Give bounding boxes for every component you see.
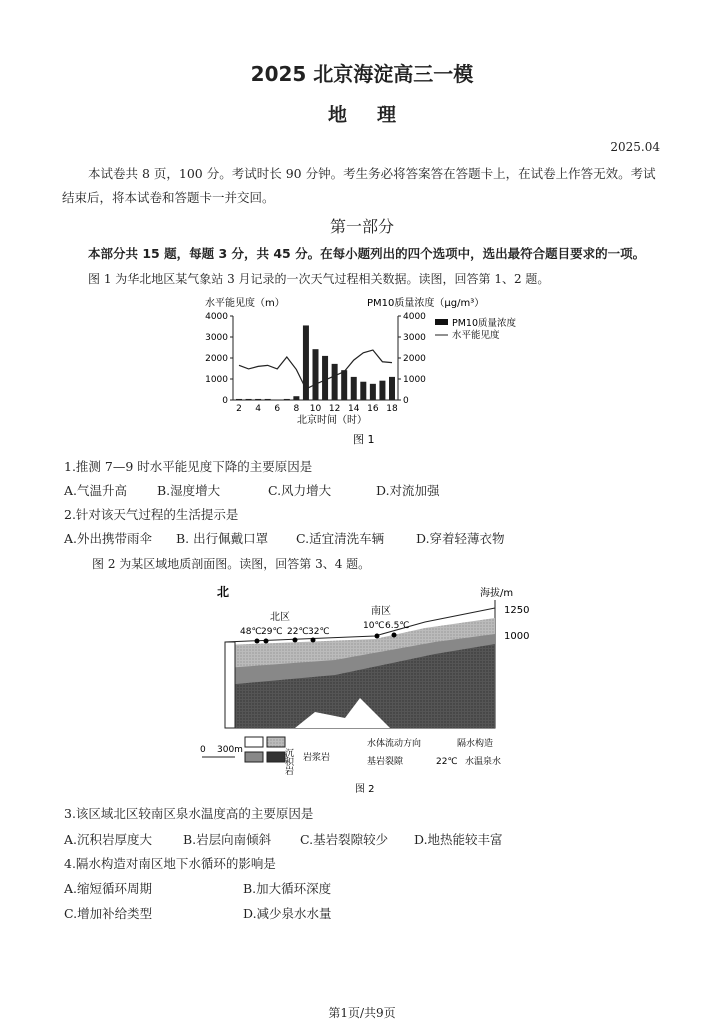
figure-2-caption: 图 2 — [355, 784, 375, 795]
right-tick-label: 4000 — [403, 312, 426, 322]
legend-magmatic: 岩浆岩 — [303, 753, 331, 763]
elevation-1000: 1000 — [504, 631, 530, 642]
question-3-stem: 3.该区域北区较南区泉水温度高的主要原因是 — [64, 806, 314, 821]
barrier-column — [225, 642, 235, 728]
fig1-intro: 图 1 为华北地区某气象站 3 月记录的一次天气过程相关数据。读图，回答第 1、2 题。 — [88, 272, 550, 286]
left-tick-label: 4000 — [205, 312, 228, 322]
legend-bar-swatch — [435, 319, 448, 325]
temp-22: 22℃ — [287, 627, 309, 637]
exam-date: 2025.04 — [610, 140, 660, 154]
legend-spring: 水温泉水 — [465, 757, 502, 767]
q1-option-c: C.风力增大 — [268, 483, 332, 498]
pm10-bar — [255, 399, 261, 400]
pm10-bar — [284, 399, 290, 400]
temp-48: 48℃ — [240, 627, 262, 637]
legend-visibility: 水平能见度 — [452, 330, 500, 341]
question-2-stem: 2.针对该天气过程的生活提示是 — [64, 507, 239, 522]
q4-option-a: A.缩短循环周期 — [64, 881, 153, 896]
left-axis-label: 水平能见度（m） — [205, 298, 285, 309]
temp-32: 32℃ — [308, 627, 330, 637]
left-tick-label: 2000 — [205, 354, 228, 364]
x-tick-label: 6 — [274, 404, 281, 414]
left-tick-label: 1000 — [205, 375, 228, 385]
legend-sedimentary: 沉积岩 — [283, 748, 293, 775]
q3-option-d: D.地热能较丰富 — [414, 832, 503, 847]
x-tick-label: 8 — [293, 404, 300, 414]
left-tick-label: 0 — [222, 396, 228, 406]
north-label: 北 — [217, 585, 230, 599]
q1-option-a: A.气温升高 — [64, 483, 128, 498]
legend-spring-temp: 22℃ — [436, 757, 458, 767]
question-4-stem: 4.隔水构造对南区地下水循环的影响是 — [64, 856, 276, 871]
q3-option-a: A.沉积岩厚度大 — [64, 832, 153, 847]
x-tick-label: 18 — [386, 404, 398, 414]
x-axis-label: 北京时间（时） — [297, 415, 367, 426]
exam-title: 2025 北京海淀高三一模 — [250, 62, 474, 86]
temp-29: 29℃ — [261, 627, 283, 637]
q3-option-b: B.岩层向南倾斜 — [183, 832, 272, 847]
temp-6-5: 6.5℃ — [385, 621, 410, 631]
pm10-bar — [313, 349, 319, 400]
pm10-bar — [293, 396, 299, 400]
q3-option-c: C.基岩裂隙较少 — [300, 832, 389, 847]
question-1-stem: 1.推测 7—9 时水平能见度下降的主要原因是 — [64, 459, 313, 474]
pm10-bar — [379, 381, 385, 400]
q2-option-b: B. 出行佩戴口罩 — [176, 531, 269, 546]
pm10-bar — [332, 364, 338, 400]
elevation-1250: 1250 — [504, 605, 530, 616]
subject-title: 地理 — [327, 104, 426, 126]
figure-1-caption: 图 1 — [353, 433, 375, 446]
instructions-line-1: 本试卷共 8 页，100 分。考试时长 90 分钟。考生务必将答案答在答题卡上，在试卷上作答无效。考试 — [88, 166, 656, 181]
figure-1-chart — [195, 292, 535, 452]
pm10-bar — [265, 399, 271, 400]
x-tick-label: 16 — [367, 404, 379, 414]
q2-option-c: C.适宜清洗车辆 — [296, 531, 385, 546]
legend-flow: 水体流动方向 — [367, 739, 422, 749]
scale-300m: 300m — [217, 745, 243, 755]
q1-option-d: D.对流加强 — [376, 483, 440, 498]
x-tick-label: 10 — [309, 404, 322, 414]
fig2-intro: 图 2 为某区域地质剖面图。读图，回答第 3、4 题。 — [92, 557, 371, 571]
legend-fracture: 基岩裂隙 — [367, 757, 404, 767]
pm10-bar — [351, 377, 357, 400]
pm10-bar — [360, 382, 366, 400]
temp-10: 10℃ — [363, 621, 385, 631]
right-tick-label: 2000 — [403, 354, 426, 364]
q4-option-b: B.加大循环深度 — [243, 881, 332, 896]
right-tick-label: 3000 — [403, 333, 426, 343]
left-tick-label: 3000 — [205, 333, 228, 343]
page-number: 第1页/共9页 — [328, 1006, 396, 1020]
pm10-bar — [246, 399, 252, 400]
x-tick-label: 4 — [255, 404, 261, 414]
legend-barrier: 隔水构造 — [457, 739, 494, 749]
x-tick-label: 2 — [236, 404, 242, 414]
q2-option-d: D.穿着轻薄衣物 — [416, 531, 505, 546]
q4-option-d: D.减少泉水水量 — [243, 906, 332, 921]
instructions-line-2: 结束后，将本试卷和答题卡一并交回。 — [62, 190, 275, 205]
pm10-bar — [389, 377, 395, 400]
q2-option-a: A.外出携带雨伞 — [64, 531, 153, 546]
right-tick-label: 0 — [403, 396, 409, 406]
pm10-bar — [370, 384, 376, 400]
legend-pm10: PM10质量浓度 — [452, 318, 517, 329]
scale-zero: 0 — [200, 745, 206, 755]
pm10-bar — [236, 399, 242, 400]
north-zone-label: 北区 — [270, 612, 290, 623]
x-tick-label: 14 — [348, 404, 360, 414]
figure-2-geologic-section — [195, 580, 540, 795]
pm10-bar — [341, 370, 347, 400]
right-tick-label: 1000 — [403, 375, 426, 385]
south-zone-label: 南区 — [371, 606, 391, 617]
x-tick-label: 12 — [328, 404, 341, 414]
part-rule: 本部分共 15 题，每题 3 分，共 45 分。在每小题列出的四个选项中，选出最符合题目要求的一项。 — [88, 246, 646, 261]
part-heading: 第一部分 — [329, 217, 394, 236]
elevation-label: 海拔/m — [480, 588, 514, 599]
right-axis-label: PM10质量浓度（μg/m³） — [367, 298, 485, 309]
pm10-bar — [322, 356, 328, 400]
q1-option-b: B.湿度增大 — [157, 483, 221, 498]
q4-option-c: C.增加补给类型 — [64, 906, 153, 921]
